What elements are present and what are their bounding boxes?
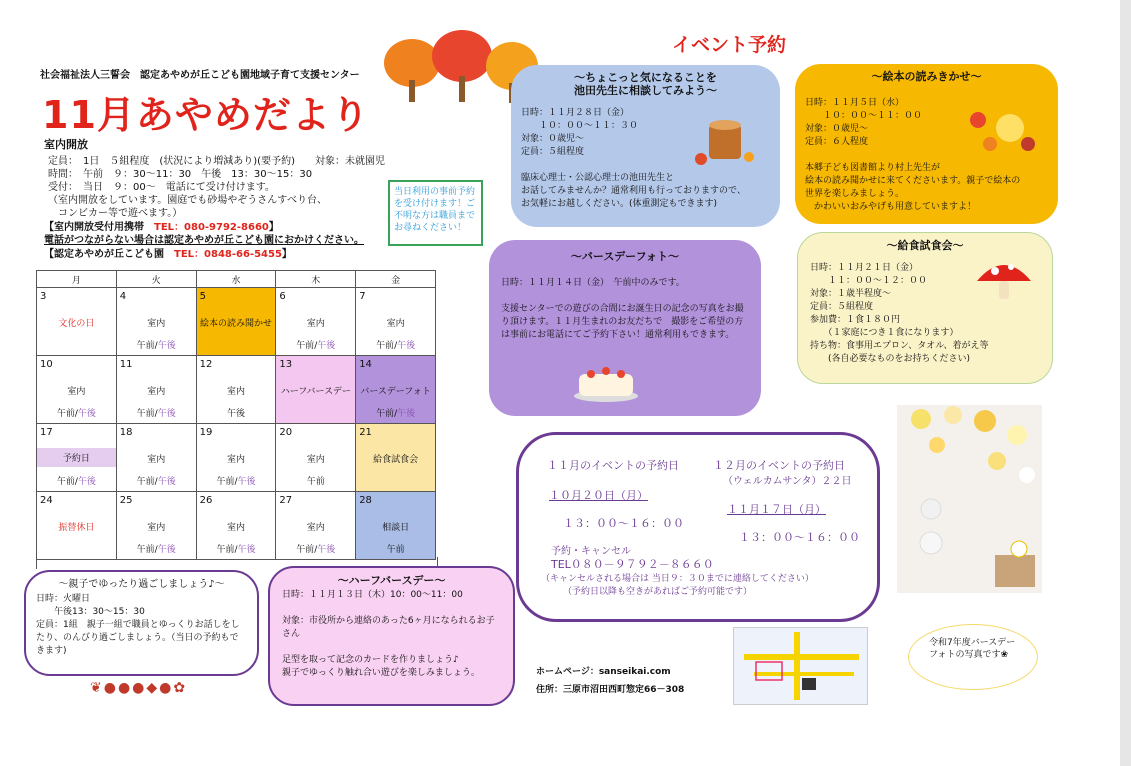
info-line: 電話がつながらない場合は認定あやめが丘こども園におかけください。: [44, 235, 364, 246]
birthday-photo-title: ～バースデーフォト～: [570, 250, 680, 263]
dec-reservation-title: １２月のイベントの予約日: [713, 459, 845, 472]
day-activity: 室内: [306, 455, 325, 465]
calendar-day-cell: [196, 424, 276, 492]
day-activity: 文化の日: [58, 319, 95, 329]
nov-reservation-title: １１月のイベントの予約日: [547, 459, 679, 472]
weekday-header: 木: [276, 271, 356, 288]
photo-note: 令和7年度バースデーフォトの写真です❀: [908, 624, 1038, 690]
reservation-note: （キャンセルされる場合は 当日９：３０までに連絡してください）: [541, 574, 814, 584]
day-number: 19: [199, 427, 213, 438]
calendar-day-cell: [37, 356, 117, 424]
birthday-photo-body: 日時：１１月１４日（金） 午前中のみです。 支援センターでの遊びの合間にお誕生日の記念の写真をお撮り頂けます。１１月生まれのお友だちで 撮影をご希望の方は事前にお電話にてご予約下さい！通常利用もできます。: [501, 278, 744, 340]
info-line: （室内開放をしています。園庭でも砂場やぞうさんすべり台、: [48, 195, 327, 206]
calendar-day-cell: [196, 492, 276, 560]
calendar-day-cell: [276, 492, 356, 560]
page-title: 11月あやめだより: [42, 93, 370, 137]
calendar-week-row: [37, 356, 436, 424]
day-number: 26: [199, 495, 213, 506]
weekday-header: 火: [116, 271, 196, 288]
oyako-body: 日時：火曜日 午後13：30～15：30 定員：1組 親子一組で職員とゆっくりお話しをしたり、のんびり過ごしましょう。（当日の予約もできます): [36, 594, 240, 656]
calendar-day-cell: [116, 424, 196, 492]
day-session: 午前/午後: [296, 341, 336, 351]
day-activity: 相談日: [382, 523, 410, 533]
calendar-day-cell: [276, 288, 356, 356]
day-session: 午前/午後: [136, 409, 176, 419]
reservation-note: （予約日以降も空きがあればご予約可能です）: [563, 587, 753, 597]
day-activity: 室内: [147, 523, 166, 533]
day-session: 午前: [386, 545, 405, 555]
calendar-day-cell: [37, 288, 117, 356]
info-line: 受付： 当日 ９：00～ 電話にて受け付けます。: [48, 182, 275, 193]
day-number: 11: [119, 359, 133, 370]
nov-reservation-date: １０月２０日（月）: [549, 489, 648, 502]
org-name: 社会福祉法人三誓会 認定あやめが丘こども園地域子育て支援センター: [40, 70, 360, 81]
calendar-day-cell: [116, 492, 196, 560]
calendar-day-cell: [196, 356, 276, 424]
cancel-label: 予約・キャンセル: [551, 546, 631, 557]
day-number: 17: [40, 427, 53, 438]
day-number: 20: [279, 427, 293, 438]
day-number: 21: [359, 427, 372, 438]
calendar-day-cell: [37, 492, 117, 560]
birthday-photo-image: [897, 405, 1042, 593]
day-session: 午前/午後: [56, 409, 96, 419]
day-session: 午前/午後: [376, 409, 416, 419]
day-activity: 振替休日: [58, 523, 95, 533]
calendar-day-cell: [356, 492, 436, 560]
calendar-day-cell: [37, 424, 117, 492]
day-session: 午前/午後: [216, 477, 256, 487]
day-number: 3: [40, 291, 47, 302]
day-session: 午前: [306, 477, 325, 487]
mushroom-illustration: [973, 255, 1035, 303]
day-activity: 室内: [147, 319, 166, 329]
half-birthday-event-card: [268, 566, 515, 706]
day-number: 27: [279, 495, 293, 506]
fruit-decoration-icon: ❦●●●◆●✿: [90, 680, 188, 696]
day-activity: 室内: [386, 319, 405, 329]
day-number: 5: [199, 291, 206, 302]
calendar-day-cell: [356, 356, 436, 424]
calendar-day-cell: [196, 288, 276, 356]
oyako-event-card: [24, 570, 259, 676]
map-icon: [734, 628, 867, 704]
ehon-title: ～絵本の読みきかせ～: [871, 70, 982, 83]
homepage-text: ホームページ：sanseikai.com: [536, 667, 671, 677]
calendar-day-cell: [356, 424, 436, 492]
info-line: 定員： 1日 ５組程度 (状況により増減あり)(要予約) 対象：未就園児: [48, 156, 385, 167]
calendar-day-cell: [356, 288, 436, 356]
address-text: 住所：三原市沼田西町惣定66－308: [536, 685, 685, 695]
day-session: 午前/午後: [296, 545, 336, 555]
weekday-header: 水: [196, 271, 276, 288]
day-activity: 予約日: [37, 448, 116, 467]
kyushoku-title: ～給食試食会～: [886, 239, 964, 252]
day-activity: 室内: [226, 523, 245, 533]
flower-wall-photo-icon: [897, 405, 1042, 593]
calendar-day-cell: [116, 356, 196, 424]
day-number: 28: [359, 495, 372, 506]
calendar-day-cell: [276, 424, 356, 492]
nov-reservation-time: １３：００～１６：００: [563, 517, 684, 530]
consult-event-card: [511, 65, 780, 227]
scrollbar[interactable]: [1120, 0, 1131, 766]
birthday-photo-event-card: [489, 240, 761, 416]
day-number: 6: [279, 291, 286, 302]
day-number: 18: [119, 427, 133, 438]
day-session: 午前/午後: [56, 477, 96, 487]
day-number: 24: [40, 495, 53, 506]
day-session: 午前/午後: [216, 545, 256, 555]
section-title: 室内開放: [44, 138, 88, 151]
info-line-tel: 【認定あやめが丘こども園 TEL：0848-66-5455】: [44, 249, 292, 260]
map-image: [733, 627, 868, 705]
calendar-day-cell: [116, 288, 196, 356]
tree-stump-illustration: [691, 111, 761, 169]
dec-reservation-date: １１月１７日（月）: [727, 503, 826, 516]
day-activity: 室内: [226, 387, 245, 397]
day-number: 4: [119, 291, 127, 302]
half-birthday-body: 日時：１１月１３日（木）10：00～11：00 対象：市役所から連絡のあった6ヶ月になられるお子さん 足型を取って記念のカードを作りましょう♪ 親子でゆっくり触れ合い遊びを楽しみましょう。: [282, 590, 495, 678]
day-activity: ハーフバースデー: [280, 387, 351, 397]
calendar-week-row: [37, 492, 436, 560]
reservation-dates-card: [516, 432, 880, 622]
day-activity: 室内: [306, 319, 325, 329]
ehon-event-card: [795, 64, 1058, 224]
day-number: 14: [359, 359, 372, 370]
day-activity: 室内: [306, 523, 325, 533]
ehon-body: 日時：１１月５日（水） １０：００～１１：００ 対象：０歳児～ 定員：６人程度 本郷子ども図書館より村上先生が 絵本の読み聞かせに来てくださいます。親子で絵本の 世界を楽しみましょう。 かわいいおみやげも用意していますよ！: [805, 98, 1021, 212]
calendar-week-row: [37, 288, 436, 356]
day-number: 12: [199, 359, 213, 370]
reservation-tel: TEL０８０－９７９２－８６６０: [551, 558, 714, 571]
kyushoku-body: 日時：１１月２１日（金） １１：００～１２：００ 対象：１歳半程度～ 定員：５組程度 参加費：１食１８０円 （１家庭につき１食になります） 持ち物：食事用エプロン、タオル、着がえ等 (各自必要なものをお持ちください): [810, 263, 989, 364]
calendar-day-cell: [276, 356, 356, 424]
cake-illustration: [571, 356, 641, 404]
info-line-tel: 【室内開放受付用携帯 TEL：080-9792-8660】: [44, 222, 279, 233]
day-activity: 給食試食会: [373, 455, 419, 465]
weekday-header: 金: [356, 271, 436, 288]
bird-leaves-illustration: [960, 100, 1040, 156]
event-reservation-title: イベント予約: [672, 34, 787, 56]
dec-reservation-sub: （ウェルカムサンタ）２２日: [723, 476, 852, 487]
half-birthday-title: ～ハーフバースデー～: [337, 574, 446, 587]
day-session: 午前/午後: [136, 545, 176, 555]
day-activity: 室内: [147, 387, 166, 397]
day-session: 午前/午後: [376, 341, 416, 351]
calendar: [36, 270, 436, 560]
oyako-title: ～親子でゆったり過ごしましょう♪～: [58, 579, 225, 590]
calendar-week-row: [37, 424, 436, 492]
info-line: 時間： 午前 ９：30～11：30 午後 13：30～15：30: [48, 169, 313, 180]
day-session: 午後: [226, 409, 245, 419]
calendar-header-row: [37, 271, 436, 288]
day-number: 10: [40, 359, 53, 370]
day-number: 7: [359, 291, 366, 302]
notice-box: 当日利用の事前予約を受け付けます！ご不明な方は職員までお尋ねください！: [388, 180, 483, 246]
day-session: 午前/午後: [136, 477, 176, 487]
day-activity: 室内: [226, 455, 245, 465]
consult-title: ～ちょこっと気になることを 池田先生に相談してみよう～: [574, 71, 717, 97]
day-activity: 室内: [147, 455, 166, 465]
day-activity: バースデーフォト: [360, 387, 431, 397]
day-activity: 室内: [67, 387, 86, 397]
dec-reservation-time: １３：００～１６：００: [739, 531, 860, 544]
info-line: コンビカー等で遊べます。）: [48, 208, 183, 219]
day-number: 25: [119, 495, 133, 506]
kyushoku-event-card: [797, 232, 1053, 384]
consult-body: 日時：１１月２８日（金） １０：００～１１：３０ 対象：０歳児～ 定員：５組程度 臨床心理士・公認心理士の池田先生と お話してみませんか？通常利用も行っておりますので、 お気軽にお越しください。(体重測定もできます): [521, 108, 746, 209]
weekday-header: 月: [37, 271, 117, 288]
day-number: 13: [279, 359, 293, 370]
day-session: 午前/午後: [136, 341, 176, 351]
day-activity: 絵本の読み聞かせ: [199, 319, 272, 329]
